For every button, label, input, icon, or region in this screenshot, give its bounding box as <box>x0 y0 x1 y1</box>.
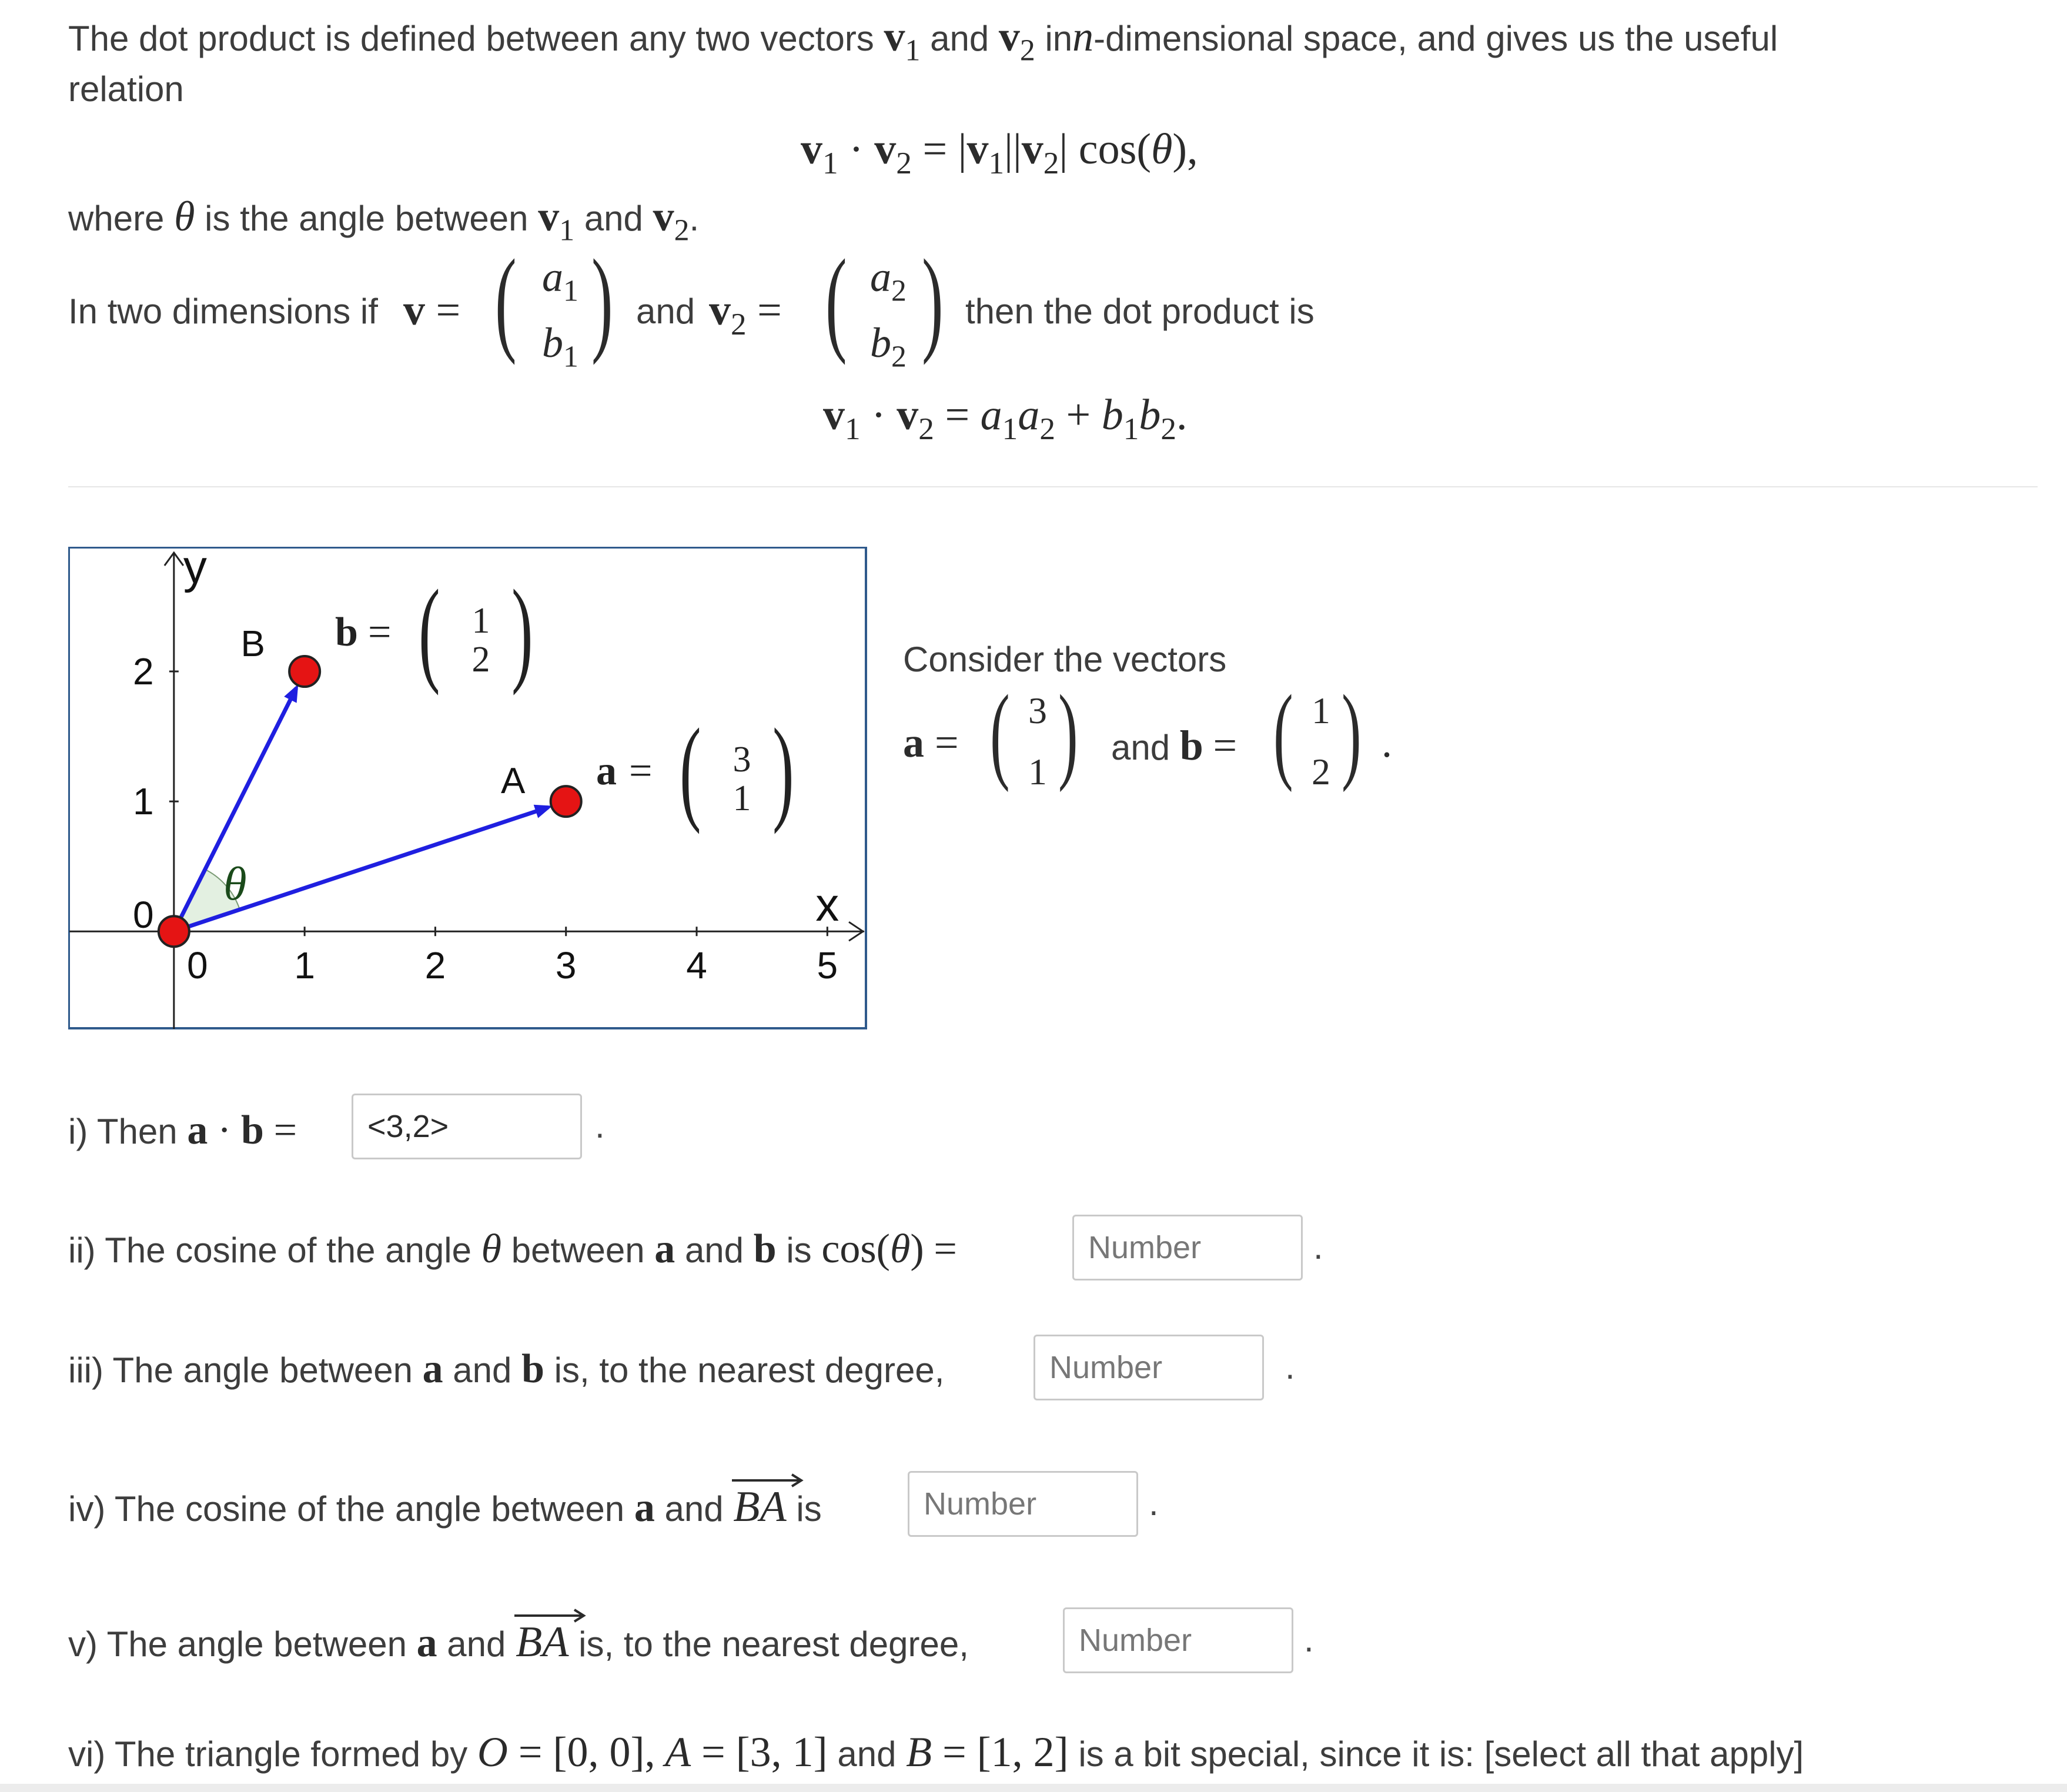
intro-in: in <box>1045 19 1073 58</box>
q1-cdot: · <box>218 1108 232 1153</box>
q2-theta: θ <box>481 1226 502 1272</box>
q1-answer-input[interactable]: <3,2> <box>352 1094 582 1159</box>
x-tick-label: 1 <box>294 944 315 987</box>
point-A-label: A <box>501 761 526 802</box>
q5-and: and <box>447 1624 506 1664</box>
where-line <box>68 193 700 248</box>
paren-left-2: ( <box>825 236 847 366</box>
y-tick-label: 2 <box>133 650 154 693</box>
consider-eq: = <box>935 719 959 766</box>
consider-paren-r2: ) <box>1342 673 1362 793</box>
q4-period: . <box>1149 1483 1159 1523</box>
q2-b: b <box>753 1226 777 1272</box>
label-a-eq: = <box>629 748 653 794</box>
f1-sub2: 2 <box>896 146 912 181</box>
point-B <box>289 656 320 687</box>
intro-and: and <box>930 19 989 58</box>
f2-b-sub: 1 <box>1123 412 1139 447</box>
q1-a: a <box>187 1108 208 1153</box>
consider-b-letter: b <box>1179 722 1203 769</box>
where-v1-sub: 1 <box>559 213 575 248</box>
v1-sub: 1 <box>905 34 921 68</box>
intro-text-2: -dimensional space, and gives us the useful <box>1093 19 1778 58</box>
q5-BA <box>516 1618 568 1666</box>
f2-eq: = <box>945 391 970 439</box>
q3-answer-input[interactable]: Number <box>1034 1335 1264 1400</box>
angle-theta-label: θ <box>223 858 247 911</box>
f1-abs-sub2: 2 <box>1043 146 1059 181</box>
f2-sub: 1 <box>845 412 861 447</box>
q3-text: iii) The angle between <box>68 1350 413 1390</box>
q2-text: ii) The cosine of the angle <box>68 1231 471 1270</box>
f2-a2: a <box>1018 391 1040 439</box>
q3-label <box>68 1346 945 1392</box>
q2-between: between <box>511 1231 645 1270</box>
q5-a: a <box>416 1620 437 1666</box>
f2-a-sub: 1 <box>1002 412 1018 447</box>
x-tick-label: 2 <box>424 944 446 987</box>
x-tick-label: 4 <box>686 944 707 987</box>
q6-O: O <box>477 1729 508 1776</box>
x-tick-label: 5 <box>817 944 838 987</box>
consider-eq2: = <box>1213 722 1237 769</box>
f1-abs-v: v <box>966 125 989 173</box>
consider-b-top: 1 <box>1312 690 1330 731</box>
q1-label <box>68 1110 297 1151</box>
where-period: . <box>689 199 700 238</box>
label-a-letter: a <box>596 748 617 794</box>
label-a-paren-right: ) <box>772 704 794 835</box>
q3-period: . <box>1285 1347 1295 1386</box>
q5-period: . <box>1304 1620 1314 1659</box>
intro-line-2: relation <box>68 69 184 109</box>
consider-a-bottom: 1 <box>1028 751 1047 793</box>
where-v2 <box>653 193 690 248</box>
f1-cdot: · <box>849 125 864 173</box>
y-tick-label: 0 <box>133 894 154 937</box>
q4-text: iv) The cosine of the angle between <box>68 1489 625 1529</box>
col2-a: a <box>870 253 892 300</box>
q6-A-val: [3, 1] <box>735 1729 828 1776</box>
consider-paren-l2: ( <box>1273 673 1293 793</box>
bottom-edge <box>0 1784 2067 1792</box>
formula-dot-product-cos <box>801 125 1198 181</box>
q6-A: A <box>665 1729 691 1776</box>
col1-bottom <box>528 319 593 374</box>
consider-paren-r1: ) <box>1058 673 1078 793</box>
f1-abs-v2: v <box>1021 125 1043 173</box>
q4-BA <box>733 1483 786 1531</box>
col2-b-sub: 2 <box>891 340 907 374</box>
where-v2-letter: v <box>653 193 674 240</box>
vector-arrow-icon <box>513 1609 586 1623</box>
consider-paren-l1: ( <box>990 673 1010 793</box>
q2-period: . <box>1313 1227 1323 1266</box>
where-and: and <box>584 199 643 238</box>
point-A <box>551 786 581 817</box>
consider-a <box>903 718 959 767</box>
q3-b: b <box>521 1346 544 1392</box>
q1-eq: = <box>273 1108 297 1153</box>
label-a-bottom: 1 <box>733 778 751 818</box>
x-tick-label: 0 <box>187 944 208 987</box>
where-v2-sub: 2 <box>674 213 690 248</box>
col2-top <box>856 253 921 308</box>
vector-arrow-icon <box>731 1473 804 1487</box>
q1-b: b <box>240 1108 264 1153</box>
paren-right-1: ) <box>591 236 613 366</box>
q6-O-val: [0, 0], <box>553 1729 655 1776</box>
consider-period: . <box>1382 719 1392 766</box>
q1-period: . <box>595 1106 605 1145</box>
q6-eq1: = <box>518 1729 543 1776</box>
col1-b-sub: 1 <box>563 340 578 374</box>
q2-label <box>68 1226 957 1272</box>
where-v1 <box>538 193 575 248</box>
paren-left-1: ( <box>495 236 517 366</box>
f1-abs-sub: 1 <box>988 146 1005 181</box>
q3-a: a <box>422 1346 443 1392</box>
f1-eq: = <box>922 125 948 173</box>
q2-is: is <box>786 1231 812 1270</box>
consider-text: Consider the vectors <box>903 640 1227 679</box>
q6-text: vi) The triangle formed by <box>68 1734 468 1774</box>
col2-bottom <box>856 319 921 374</box>
math-n: n <box>1072 13 1094 60</box>
f1-close: ), <box>1172 125 1198 173</box>
q5-label <box>68 1620 969 1664</box>
label-b-letter: b <box>335 610 358 655</box>
q2-theta2: θ <box>889 1226 911 1272</box>
q6-rest: is a bit special, since it is: [select all that apply] <box>1078 1734 1804 1774</box>
paren-right-2: ) <box>922 236 944 366</box>
q6-eq3: = <box>942 1729 966 1776</box>
consider-and-b <box>1111 724 1237 767</box>
two-dim-eq: = <box>436 286 461 335</box>
x-tick-label: 3 <box>555 944 577 987</box>
f1-sub: 1 <box>822 146 838 181</box>
consider-b-bottom: 2 <box>1312 751 1330 793</box>
q5-text: v) The angle between <box>68 1624 407 1664</box>
consider-a-top: 3 <box>1028 690 1047 731</box>
two-dim-and: and <box>636 292 695 331</box>
f2-b: b <box>1101 391 1123 439</box>
v2-letter: v <box>998 13 1020 60</box>
f2-sub2: 2 <box>918 412 934 447</box>
two-dim-eq2: = <box>757 286 782 335</box>
f1-abs: | <box>958 125 967 173</box>
col1-top <box>528 253 593 308</box>
v1-letter: v <box>884 13 905 60</box>
q2-answer-input[interactable]: Number <box>1072 1215 1303 1281</box>
two-dim-v2-sub: 2 <box>731 307 747 342</box>
q6-B: B <box>906 1729 932 1776</box>
consider-a-letter: a <box>903 719 924 766</box>
label-b-paren-right: ) <box>511 565 533 696</box>
f1-abs2-close: | <box>1059 125 1068 173</box>
where-text-2: is the angle between <box>205 199 529 238</box>
f1-theta: θ <box>1151 125 1173 173</box>
point-B-label: B <box>240 624 265 665</box>
where-text: where <box>68 199 165 238</box>
where-v1-letter: v <box>538 193 560 240</box>
two-dim-v2-letter: v <box>709 286 731 335</box>
q5-BA-text: BA <box>516 1618 569 1666</box>
where-theta: θ <box>174 193 195 240</box>
f2-period: . <box>1176 391 1188 439</box>
consider-and: and <box>1111 728 1170 767</box>
f2-a: a <box>980 391 1002 439</box>
f2-plus: + <box>1066 391 1091 439</box>
q6-eq2: = <box>701 1729 725 1776</box>
x-axis-label: x <box>815 878 839 931</box>
q4-and: and <box>664 1489 724 1529</box>
q4-is: is <box>796 1489 822 1529</box>
two-dim-v2 <box>709 286 782 342</box>
f2-cdot: · <box>871 391 886 439</box>
f1-abs2: | <box>1012 125 1022 173</box>
vector-diagram[interactable] <box>68 547 868 1030</box>
q4-label <box>68 1485 822 1529</box>
f2-b2-sub: 2 <box>1160 412 1176 447</box>
q3-and: and <box>453 1350 512 1390</box>
q2-cos: cos( <box>821 1226 890 1272</box>
f1-abs-close: | <box>1004 125 1013 173</box>
q4-a: a <box>634 1485 655 1530</box>
q2-close: ) <box>910 1226 924 1272</box>
q1-text: i) Then <box>68 1112 178 1151</box>
q4-BA-text: BA <box>733 1483 787 1531</box>
label-b-eq: = <box>368 610 392 655</box>
label-b-paren-left: ( <box>419 565 440 696</box>
f1-v: v <box>801 125 822 173</box>
two-dim-text: In two dimensions if <box>68 292 378 331</box>
q4-answer-input[interactable]: Number <box>908 1471 1138 1537</box>
f2-a2-sub: 2 <box>1039 412 1055 447</box>
col2-b: b <box>870 319 892 366</box>
q5-rest: is, to the nearest degree, <box>578 1624 969 1664</box>
label-b-top: 1 <box>471 601 490 641</box>
y-tick-label: 1 <box>133 780 154 823</box>
f2-b2: b <box>1139 391 1161 439</box>
two-dim-v-letter: v <box>403 286 425 335</box>
col2-a-sub: 2 <box>891 274 907 308</box>
col1-a-sub: 1 <box>563 274 578 308</box>
two-dim-text-2: then the dot product is <box>965 292 1315 331</box>
q5-answer-input[interactable]: Number <box>1063 1607 1293 1673</box>
intro-line-1 <box>68 13 1778 68</box>
f1-cos: cos( <box>1078 125 1152 173</box>
intro-text: The dot product is defined between any two vectors <box>68 19 874 58</box>
label-a-paren-left: ( <box>680 704 701 835</box>
q6-and: and <box>837 1734 897 1774</box>
y-axis-label: y <box>183 547 207 593</box>
q3-rest: is, to the nearest degree, <box>554 1350 945 1390</box>
formula-component-dot <box>823 390 1188 447</box>
point-origin <box>159 916 189 947</box>
math-v2 <box>998 13 1035 68</box>
q2-a: a <box>654 1226 675 1272</box>
f2-v: v <box>823 391 845 439</box>
q6-label <box>68 1729 1804 1776</box>
section-divider <box>68 486 2038 487</box>
f1-v2: v <box>874 125 897 173</box>
label-b-bottom: 2 <box>471 640 490 680</box>
two-dim-v <box>403 286 460 336</box>
col1-a: a <box>542 253 564 300</box>
q2-and: and <box>684 1231 744 1270</box>
label-a-top: 3 <box>733 740 751 780</box>
col1-b: b <box>542 319 564 366</box>
f2-v2: v <box>897 391 919 439</box>
math-v1 <box>884 13 921 68</box>
v2-sub: 2 <box>1019 34 1035 68</box>
q2-eq: = <box>934 1226 957 1272</box>
q6-B-val: [1, 2] <box>976 1729 1069 1776</box>
